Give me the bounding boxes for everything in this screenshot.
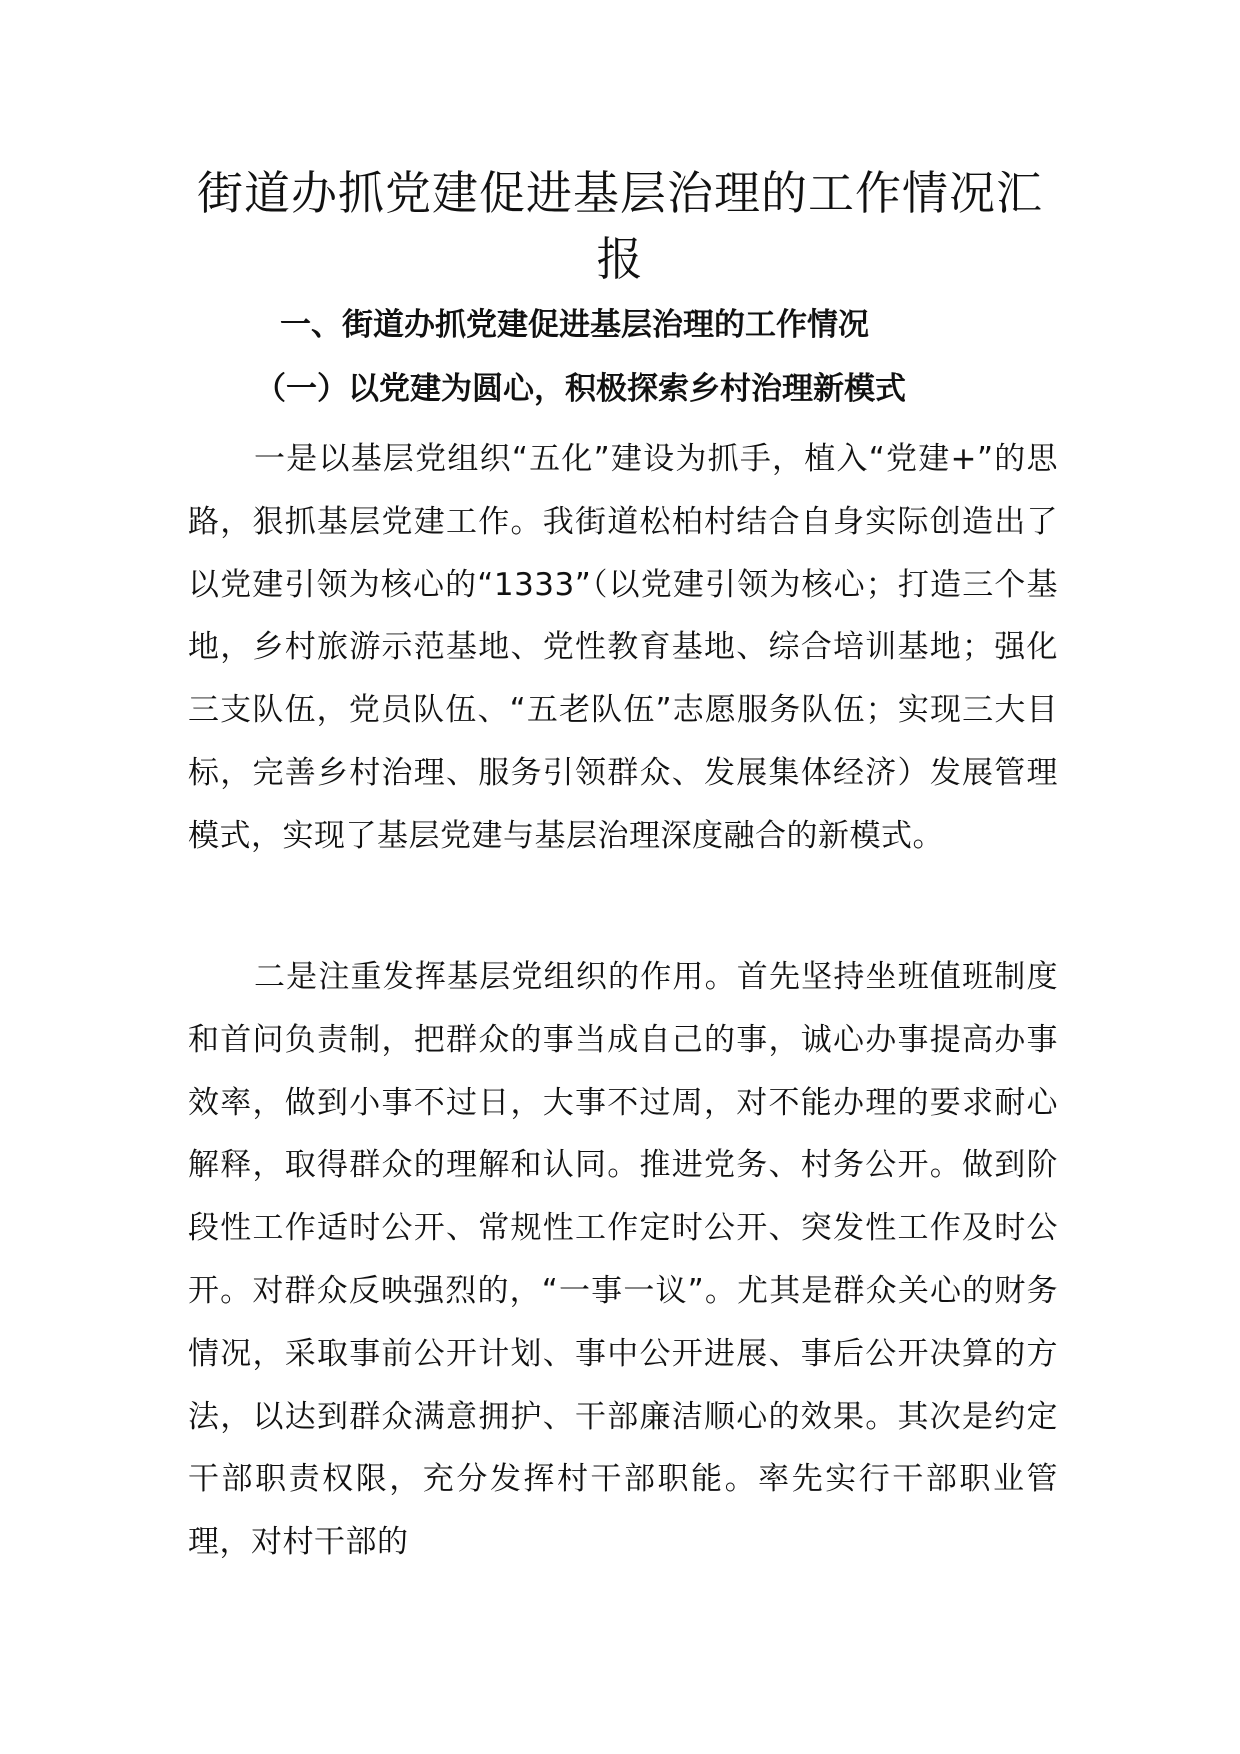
document-title: 街道办抓党建促进基层治理的工作情况汇报 <box>197 166 1043 286</box>
body-paragraph: 一是以基层党组织“五化”建设为抓手，植入“党建+”的思路，狠抓基层党建工作。我街道松柏村结合自身实际创造出了以党建引领为核心的“1333”（以党建引领为核心；打造三个基地，乡村旅游示范基地、党性教育基地、综合培训基地；强化三支队伍，党员队伍、“五老队伍”志愿服务队伍；实现三大目标，完善乡村治理、服务引领群众、发展集体经济）发展管理模式，实现了基层党建与基层治理深度融合的新模式。 <box>188 441 1058 854</box>
body-paragraph: 二是注重发挥基层党组织的作用。首先坚持坐班值班制度和首问负责制，把群众的事当成自己的事，诚心办事提高办事效率，做到小事不过日，大事不过周，对不能办理的要求耐心解释，取得群众的理解和认同。推进党务、村务公开。做到阶段性工作适时公开、常规性工作定时公开、突发性工作及时公开。对群众反映强烈的，“一事一议”。尤其是群众关心的财务情况，采取事前公开计划、事中公开进展、事后公开决算的方法，以达到群众满意拥护、干部廉洁顺心的效果。其次是约定干部职责权限，充分发挥村干部职能。率先实行干部职业管理，对村干部的 <box>188 959 1058 1561</box>
subsection-heading: （一）以党建为圆心，积极探索乡村治理新模式 <box>255 371 906 407</box>
section-heading: 一、街道办抓党建促进基层治理的工作情况 <box>280 307 869 343</box>
